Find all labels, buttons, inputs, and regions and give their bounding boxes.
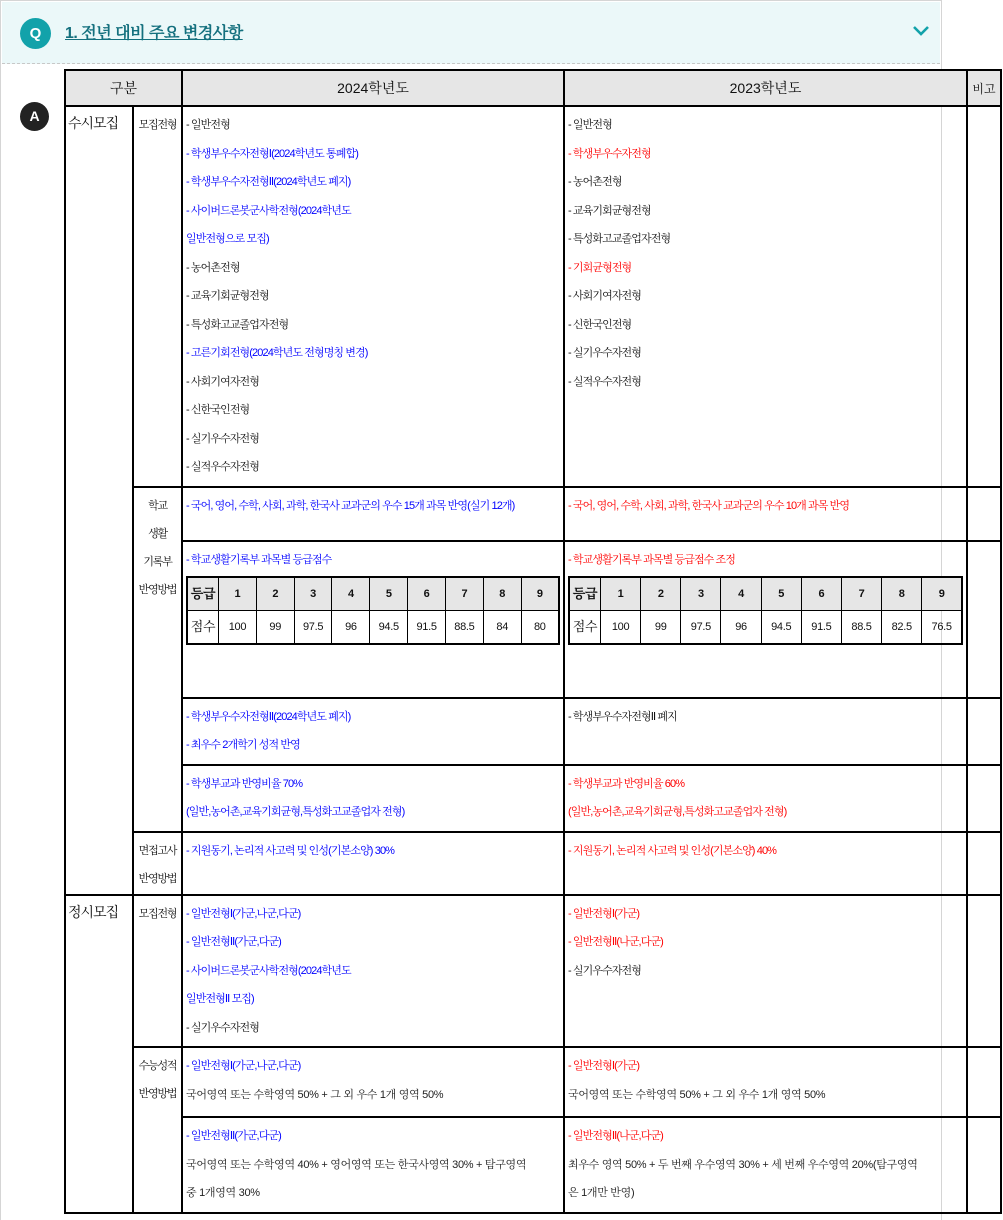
list-item: - 고른기회전형(2024학년도 전형명칭 변경) [186, 347, 368, 359]
cell-2024 [182, 832, 564, 895]
grade-cell: 94.5 [761, 611, 801, 645]
cell-2024 [182, 1117, 564, 1213]
list-item: - 기회균형전형 [568, 261, 632, 274]
cell-2024 [182, 895, 564, 1048]
sub-label-line: 생활 [148, 527, 167, 540]
cell-2023 [564, 698, 967, 765]
grade-cell: 3 [294, 577, 332, 611]
sub-label [133, 895, 182, 1048]
list-item: 일반전형으로 모집) [186, 233, 269, 245]
list-item: - 학생부우수자전형Ⅱ 폐지 [568, 710, 677, 723]
grade-cell: 4 [332, 577, 370, 611]
grade-cell: 8 [483, 577, 521, 611]
list-item: - 사이버드론봇군사학전형(2024학년도 [186, 964, 351, 977]
grade-table-row [187, 611, 559, 645]
sub-label [133, 106, 182, 487]
cell-note [967, 487, 1001, 541]
cell-2023 [564, 765, 967, 832]
cell-2023 [564, 541, 967, 698]
cell-note [967, 832, 1001, 895]
header-note: 비고 [967, 70, 1001, 106]
cell-note [967, 698, 1001, 765]
chevron-down-icon[interactable] [912, 24, 930, 38]
grade-cell: 76.5 [922, 611, 962, 645]
grade-table-2024 [186, 576, 560, 645]
cell-note [967, 541, 1001, 698]
list-item: - 일반전형Ⅰ(가군) [568, 1060, 640, 1072]
cell-2023 [564, 106, 967, 487]
cell-2024 [182, 765, 564, 832]
cell-2024 [182, 698, 564, 765]
grade-table-row [187, 577, 559, 611]
cell-2024 [182, 541, 564, 698]
sub-label [133, 832, 182, 895]
grade-cell: 2 [256, 577, 294, 611]
grade-cell: 3 [681, 577, 721, 611]
table-row [65, 1047, 1001, 1117]
grade-cell: 88.5 [445, 611, 483, 645]
list-item: - 실기우수자전형 [186, 432, 260, 445]
list-item: - 일반전형Ⅱ(가군,다군) [186, 1130, 281, 1142]
grade-cell: 99 [256, 611, 294, 645]
grade-cell: 9 [521, 577, 559, 611]
list-item: - 학생부교과 반영비율 60% [568, 777, 685, 790]
list-item: - 사회기여자전형 [568, 290, 642, 302]
sub-label-line: 학교 [148, 499, 167, 512]
grade-row-label: 점수 [187, 611, 219, 645]
cell-2023 [564, 1117, 967, 1213]
table-row [65, 106, 1001, 487]
list-item: - 학교생활기록부 과목별 등급점수 [186, 553, 332, 566]
grade-cell: 1 [219, 577, 257, 611]
grade-table-row [569, 611, 962, 645]
grade-row-label: 점수 [569, 611, 601, 645]
list-item: 국어영역 또는 수학영역 50% + 그 외 우수 1개 영역 50% [568, 1088, 826, 1101]
grade-row-label: 등급 [187, 577, 219, 611]
list-item: 은 1개만 반영) [568, 1187, 635, 1199]
cell-2024 [182, 487, 564, 541]
grade-cell: 2 [641, 577, 681, 611]
list-item: - 일반전형 [186, 119, 230, 131]
question-header[interactable] [2, 2, 940, 64]
group-susi: 수시모집 [65, 106, 133, 895]
grade-table-row [569, 577, 962, 611]
grade-cell: 97.5 [294, 611, 332, 645]
sub-label-line: 반영방법 [138, 872, 177, 885]
list-item: - 학교생활기록부 과목별 등급점수 조정 [568, 553, 736, 566]
cell-note [967, 765, 1001, 832]
table-row [65, 765, 1001, 832]
table-row [65, 541, 1001, 698]
list-item: - 학생부교과 반영비율 70% [186, 777, 303, 790]
header-category: 구분 [65, 70, 182, 106]
list-item: - 학생부우수자전형Ⅱ(2024학년도 폐지) [186, 176, 351, 188]
table-row [65, 698, 1001, 765]
cell-text [186, 546, 560, 575]
list-item: - 일반전형Ⅱ(나군,다군) [568, 1130, 663, 1142]
question-title[interactable]: 1. 전년 대비 주요 변경사항 [65, 25, 243, 42]
cell-2023 [564, 895, 967, 1048]
list-item: - 사이버드론봇군사학전형(2024학년도 [186, 204, 351, 217]
grade-cell: 5 [370, 577, 408, 611]
grade-cell: 4 [721, 577, 761, 611]
list-item: - 특성화고교졸업자전형 [568, 233, 671, 245]
list-item: - 일반전형Ⅰ(가군) [568, 907, 640, 920]
table-row [65, 895, 1001, 1048]
table-row [65, 487, 1001, 541]
sub-label-line: 반영방법 [138, 1088, 177, 1100]
grade-cell: 96 [721, 611, 761, 645]
header-2024: 2024학년도 [182, 70, 564, 106]
grade-cell: 9 [922, 577, 962, 611]
question-badge: Q [20, 18, 51, 49]
list-item: - 국어, 영어, 수학, 사회, 과학, 한국사 교과군의 우수 10개 과목 반영 [568, 499, 850, 512]
sub-label-line: 반영방법 [138, 583, 177, 596]
list-item: - 학생부우수자전형Ⅱ(2024학년도 폐지) [186, 710, 351, 723]
grade-cell: 97.5 [681, 611, 721, 645]
list-item: 중 1개영역 30% [186, 1187, 260, 1199]
grade-cell: 6 [408, 577, 446, 611]
cell-note [967, 1047, 1001, 1117]
cell-2024 [182, 106, 564, 487]
cell-note [967, 1117, 1001, 1213]
list-item: - 농어촌전형 [186, 261, 240, 274]
cell-2023 [564, 832, 967, 895]
list-item: - 교육기회균형전형 [186, 290, 269, 302]
grade-cell: 80 [521, 611, 559, 645]
sub-label [133, 487, 182, 832]
grade-cell: 100 [601, 611, 641, 645]
grade-cell: 91.5 [801, 611, 841, 645]
list-item: - 교육기회균형전형 [568, 204, 651, 217]
list-item: - 일반전형Ⅱ(가군,다군) [186, 936, 281, 948]
cell-2023 [564, 487, 967, 541]
grade-cell: 88.5 [841, 611, 881, 645]
list-item: - 일반전형Ⅰ(가군,나군,다군) [186, 907, 301, 920]
sub-label-line: 면접고사 [138, 844, 177, 857]
list-item: - 실기우수자전형 [568, 964, 642, 977]
grade-cell: 100 [219, 611, 257, 645]
list-item: - 지원동기, 논리적 사고력 및 인성(기본소양) 40% [568, 844, 777, 857]
list-item: - 신한국인전형 [186, 404, 250, 416]
list-item: (일반,농어촌,교육기회균형,특성화고교졸업자 전형) [568, 806, 787, 818]
sub-label-line: 수능성적 [138, 1060, 177, 1072]
list-item: - 실적우수자전형 [568, 375, 642, 388]
grade-cell: 5 [761, 577, 801, 611]
grade-table-2023 [568, 576, 963, 645]
list-item: - 최우수 2개학기 성적 반영 [186, 739, 300, 751]
list-item: - 일반전형Ⅱ(나군,다군) [568, 936, 663, 948]
cell-note [967, 106, 1001, 487]
list-item: (일반,농어촌,교육기회균형,특성화고교졸업자 전형) [186, 806, 405, 818]
list-item: - 농어촌전형 [568, 176, 622, 188]
list-item: 국어영역 또는 수학영역 40% + 영어영역 또는 한국사영역 30% + 탐구영역 [186, 1158, 527, 1171]
list-item: 일반전형Ⅱ 모집) [186, 993, 254, 1005]
answer-badge: A [20, 102, 49, 131]
table-row [65, 1117, 1001, 1213]
list-item: - 사회기여자전형 [186, 375, 260, 388]
sub-label-line: 모집전형 [138, 907, 177, 920]
grade-cell: 1 [601, 577, 641, 611]
grade-cell: 8 [882, 577, 922, 611]
grade-cell: 99 [641, 611, 681, 645]
sub-label-line: 기록부 [143, 555, 172, 568]
grade-cell: 94.5 [370, 611, 408, 645]
list-item: 국어영역 또는 수학영역 50% + 그 외 우수 1개 영역 50% [186, 1088, 444, 1101]
grade-cell: 7 [445, 577, 483, 611]
cell-note [967, 895, 1001, 1048]
grade-cell: 84 [483, 611, 521, 645]
grade-cell: 7 [841, 577, 881, 611]
grade-row-label: 등급 [569, 577, 601, 611]
list-item: - 지원동기, 논리적 사고력 및 인성(기본소양) 30% [186, 844, 395, 857]
list-item: - 신한국인전형 [568, 318, 632, 331]
list-item: - 학생부우수자전형Ⅰ(2024학년도 통폐합) [186, 147, 358, 160]
sub-label-line: 모집전형 [138, 119, 177, 131]
cell-2023 [564, 1047, 967, 1117]
header-2023: 2023학년도 [564, 70, 967, 106]
list-item: - 실적우수자전형 [186, 461, 260, 473]
table-header-row [65, 70, 1001, 106]
list-item: 최우수 영역 50% + 두 번째 우수영역 30% + 세 번째 우수영역 20%(탐구영역 [568, 1158, 918, 1171]
grade-cell: 91.5 [408, 611, 446, 645]
sub-label [133, 1047, 182, 1213]
changes-table [64, 69, 1002, 1214]
grade-cell: 96 [332, 611, 370, 645]
cell-text [568, 546, 963, 575]
list-item: - 국어, 영어, 수학, 사회, 과학, 한국사 교과군의 우수 15개 과목 반영(실기 12개) [186, 499, 515, 512]
list-item: - 특성화고교졸업자전형 [186, 318, 289, 331]
grade-cell: 6 [801, 577, 841, 611]
table-row [65, 832, 1001, 895]
list-item: - 일반전형Ⅰ(가군,나군,다군) [186, 1060, 301, 1072]
cell-2024 [182, 1047, 564, 1117]
group-jeongsi: 정시모집 [65, 895, 133, 1213]
list-item: - 일반전형 [568, 119, 612, 131]
list-item: - 실기우수자전형 [568, 347, 642, 359]
grade-cell: 82.5 [882, 611, 922, 645]
list-item: - 학생부우수자전형 [568, 147, 651, 160]
list-item: - 실기우수자전형 [186, 1021, 260, 1034]
